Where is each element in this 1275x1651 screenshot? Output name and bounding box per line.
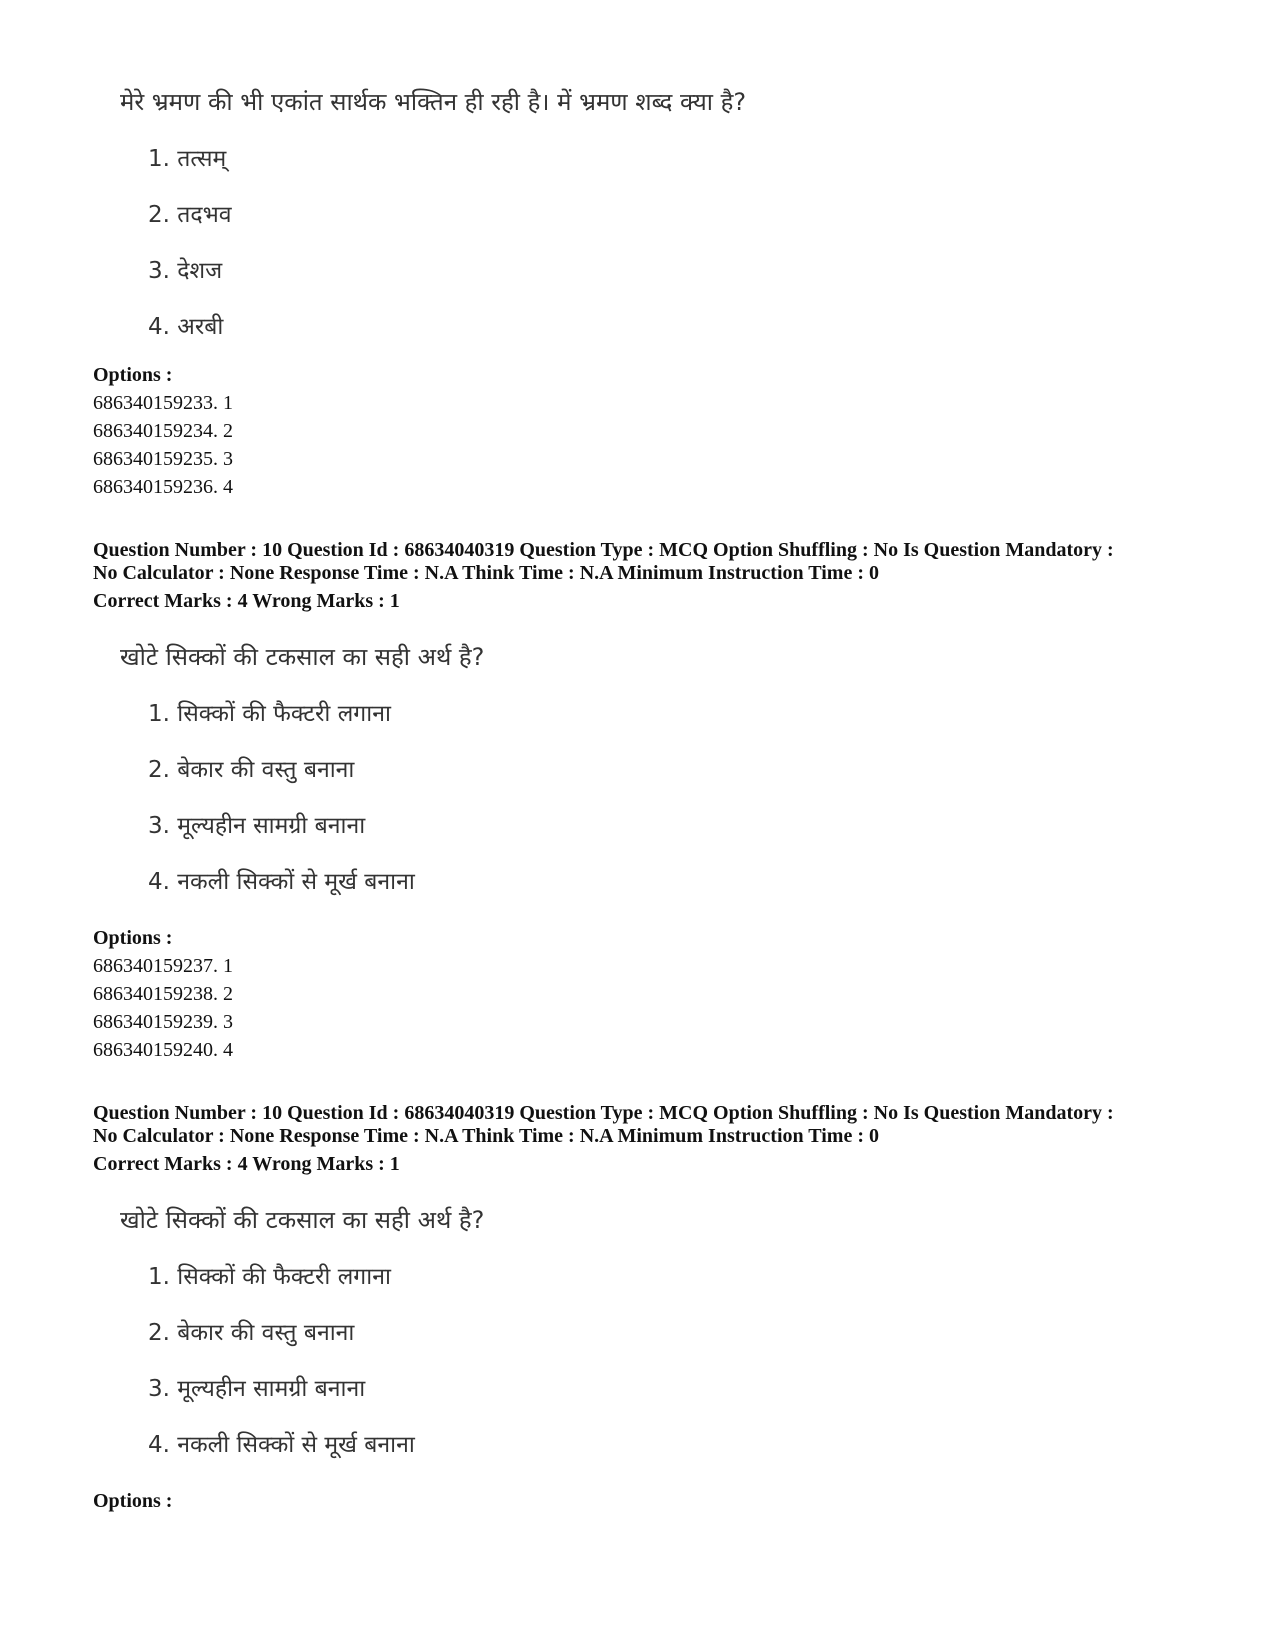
option-row: 686340159234. 2 — [93, 420, 233, 442]
question-choice: 2. बेकार की वस्तु बनाना — [148, 757, 355, 783]
option-row: 686340159237. 1 — [93, 955, 233, 977]
question-text: मेरे भ्रमण की भी एकांत सार्थक भक्तिन ही रही है। में भ्रमण शब्द क्या है? — [120, 88, 747, 116]
question-meta-line-1: Question Number : 10 Question Id : 68634040319 Question Type : MCQ Option Shuffling : No Is Question Mandatory : — [93, 1102, 1114, 1124]
option-row: 686340159236. 4 — [93, 476, 233, 498]
question-choice: 2. बेकार की वस्तु बनाना — [148, 1320, 355, 1346]
options-heading: Options : — [93, 1490, 173, 1512]
question-marks: Correct Marks : 4 Wrong Marks : 1 — [93, 1153, 400, 1175]
question-meta-line-2: No Calculator : None Response Time : N.A Think Time : N.A Minimum Instruction Time : 0 — [93, 1125, 879, 1147]
question-choice: 3. मूल्यहीन सामग्री बनाना — [148, 1376, 366, 1402]
question-choice: 4. नकली सिक्कों से मूर्ख बनाना — [148, 1432, 415, 1458]
question-meta-line-2: No Calculator : None Response Time : N.A Think Time : N.A Minimum Instruction Time : 0 — [93, 562, 879, 584]
question-choice: 4. अरबी — [148, 314, 224, 340]
options-heading: Options : — [93, 927, 173, 949]
question-meta-line-1: Question Number : 10 Question Id : 68634040319 Question Type : MCQ Option Shuffling : No Is Question Mandatory : — [93, 539, 1114, 561]
option-row: 686340159233. 1 — [93, 392, 233, 414]
option-row: 686340159238. 2 — [93, 983, 233, 1005]
option-row: 686340159239. 3 — [93, 1011, 233, 1033]
question-choice: 3. देशज — [148, 258, 223, 284]
question-choice: 2. तदभव — [148, 202, 232, 228]
question-choice: 3. मूल्यहीन सामग्री बनाना — [148, 813, 366, 839]
question-text: खोटे सिक्कों की टकसाल का सही अर्थ है? — [120, 1206, 485, 1234]
question-text: खोटे सिक्कों की टकसाल का सही अर्थ है? — [120, 643, 485, 671]
question-choice: 1. सिक्कों की फैक्टरी लगाना — [148, 701, 391, 727]
question-choice: 4. नकली सिक्कों से मूर्ख बनाना — [148, 869, 415, 895]
question-choice: 1. सिक्कों की फैक्टरी लगाना — [148, 1264, 391, 1290]
options-heading: Options : — [93, 364, 173, 386]
option-row: 686340159235. 3 — [93, 448, 233, 470]
question-marks: Correct Marks : 4 Wrong Marks : 1 — [93, 590, 400, 612]
option-row: 686340159240. 4 — [93, 1039, 233, 1061]
question-choice: 1. तत्सम् — [148, 146, 227, 172]
